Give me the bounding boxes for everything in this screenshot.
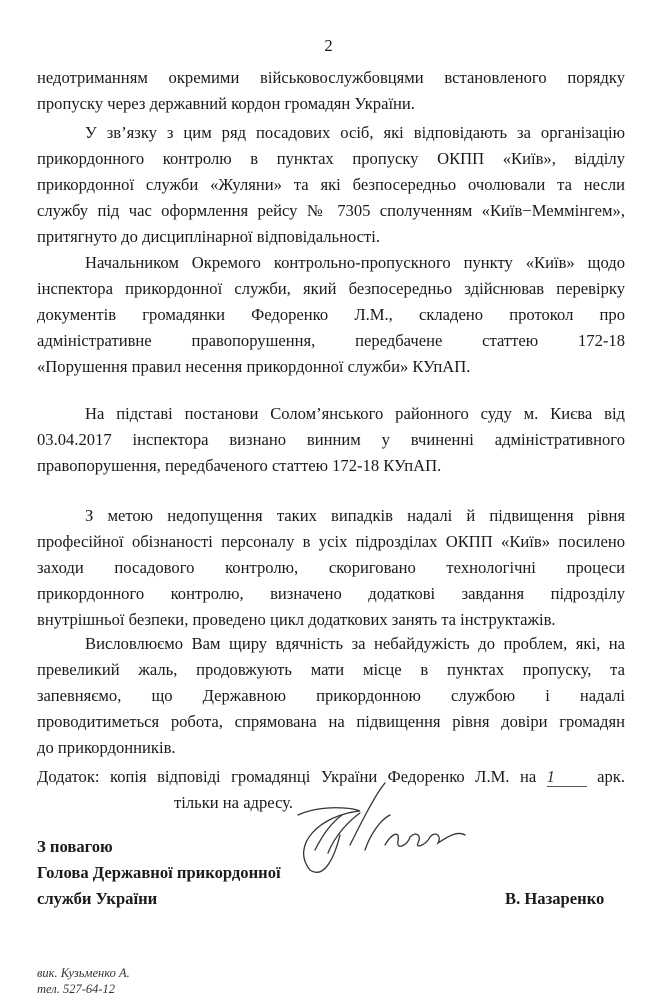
text-line: превеликий жаль, продовжують мати місце в пунктах пропуску, та [37, 660, 625, 679]
signatory-name: В. Назаренко [505, 889, 605, 908]
text-line: З метою недопущення таких випадків надалі й підвищення рівня [85, 506, 625, 525]
addendum-sheet-count: 1 [547, 768, 587, 787]
signature [280, 775, 480, 880]
text-line: службу під час оформлення рейсу № 7305 сполученням «Київ−Меммінгем», [37, 201, 625, 220]
text-line: прикордонної служби «Жуляни» та які безпосередньо очолювали та несли [37, 175, 625, 194]
text-line: заходи посадового контролю, скориговано технологічні процеси [37, 558, 625, 577]
signatory-title-2: служби України [37, 889, 158, 908]
addendum-line2: тільки на адресу. [174, 793, 294, 812]
text-line: інспектора прикордонної служби, який безпосередньо здійснював перевірку [37, 279, 625, 298]
text-line: запевняємо, що Державною прикордонною службою і надалі [37, 686, 625, 705]
text-line: 03.04.2017 інспектора визнано винним у вчиненні адміністративного [37, 430, 625, 449]
addendum-text: Додаток: копія відповіді громадянці України Федоренко Л.М. на [37, 767, 537, 786]
paragraph [37, 401, 625, 479]
signatory-title-1: Голова Державної прикордонної [37, 863, 281, 882]
text-line: притягнуто до дисциплінарної відповідальності. [37, 227, 381, 246]
paragraph [37, 631, 625, 761]
executor-name: вик. Кузьменко А. [37, 966, 130, 980]
text-line: недотриманням окремими військовослужбовцями встановленого порядку [37, 68, 625, 87]
text-line: Начальником Окремого контрольно-пропускного пункту «Київ» щодо [85, 253, 625, 272]
text-line: правопорушення, передбаченого статтею 172-18 КУпАП. [37, 456, 442, 475]
executor-phone: тел. 527-64-12 [37, 982, 116, 996]
text-line: адміністративне правопорушення, передбачене статтею 172-18 [37, 331, 625, 350]
text-line: У зв’язку з цим ряд посадових осіб, які відповідають за організацію [85, 123, 625, 142]
text-line: Висловлюємо Вам щиру вдячність за небайдужість до проблем, які, на [85, 634, 625, 653]
text-line: «Порушення правил несення прикордонної служби» КУпАП. [37, 357, 471, 376]
paragraph [37, 65, 625, 117]
closing: З повагою [37, 837, 113, 856]
paragraph [37, 120, 625, 250]
addendum-suffix: арк. [597, 767, 626, 786]
text-line: прикордонного контролю в пунктах пропуску ОКПП «Київ», відділу [37, 149, 625, 168]
text-line: професійної обізнаності персоналу в усіх підрозділах ОКПП «Київ» посилено [37, 532, 625, 551]
text-line: документів громадянки Федоренко Л.М., складено протокол про [37, 305, 625, 324]
page-number: 2 [324, 36, 333, 55]
text-line: На підставі постанови Солом’янського районного суду м. Києва від [85, 404, 625, 423]
paragraph [37, 250, 625, 380]
text-line: пропуску через державний кордон громадян України. [37, 94, 415, 113]
text-line: до прикордонників. [37, 738, 176, 757]
text-line: проводитиметься робота, спрямована на підвищення рівня довіри громадян [37, 712, 625, 731]
text-line: внутрішньої безпеки, проведено цикл додаткових занять та інструктажів. [37, 610, 556, 629]
paragraph [37, 503, 625, 633]
text-line: прикордонного контролю, визначено додаткові завдання підрозділу [37, 584, 625, 603]
